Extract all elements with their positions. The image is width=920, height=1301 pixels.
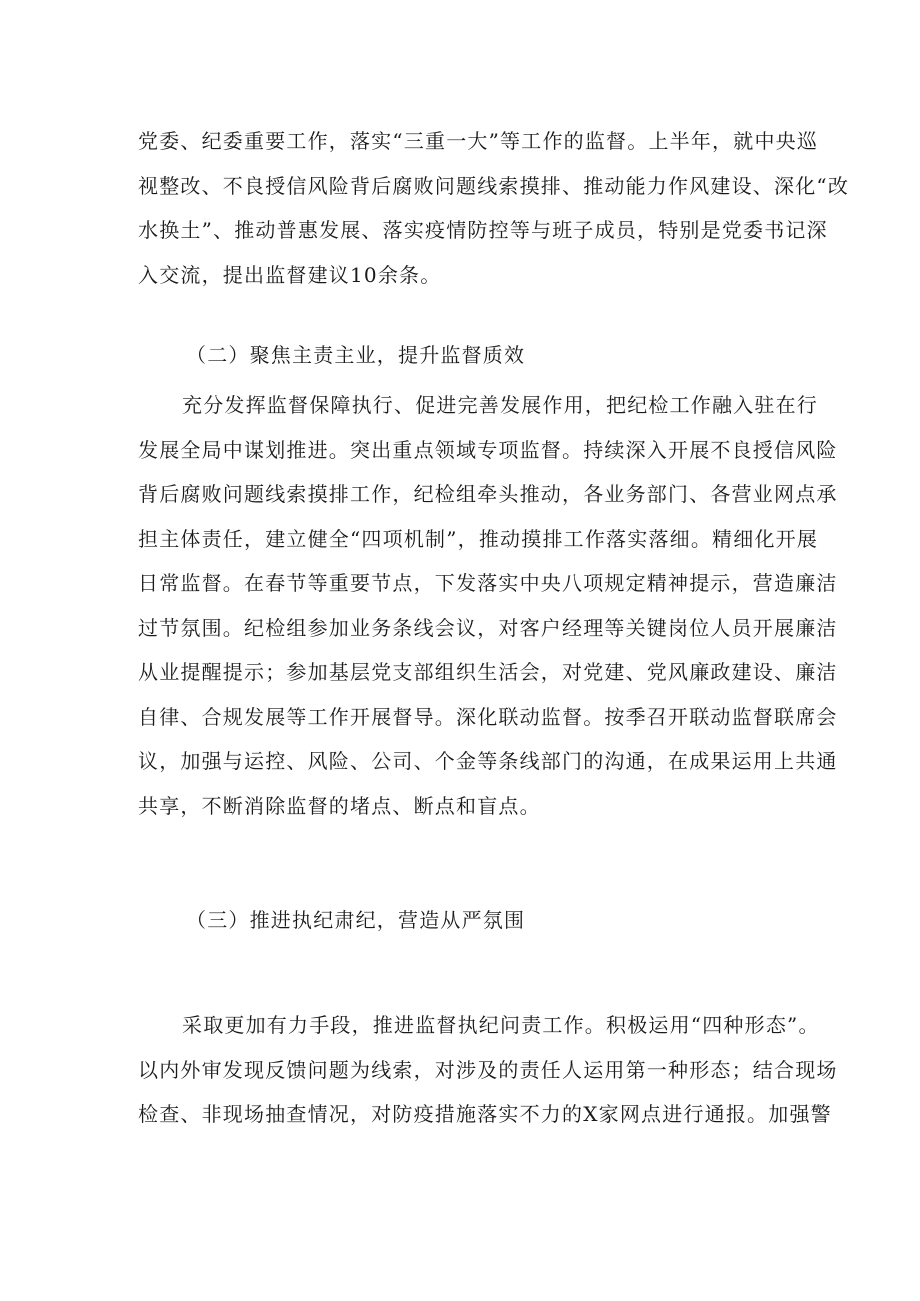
section-heading-3: （三）推进执纪肃纪，营造从严氛围 [186, 908, 526, 932]
paragraph-discipline-enforcement [138, 1003, 838, 1137]
text-line: 视整改、不良授信风险背后腐败问题线索摸排、推动能力作风建设、深化“改 [138, 173, 850, 198]
text-line: 日常监督。在春节等重要节点，下发落实中央八项规定精神提示，营造廉洁 [138, 571, 838, 595]
text-line: 检查、非现场抽查情况，对防疫措施落实不力的X家网点进行通报。加强警 [138, 1102, 832, 1126]
text-line: 发展全局中谋划推进。突出重点领域专项监督。持续深入开展不良授信风险 [138, 437, 838, 462]
text-line: 共享，不断消除监督的堵点、断点和盲点。 [138, 793, 541, 818]
text-line: 以内外审发现反馈问题为线索，对涉及的责任人运用第一种形态；结合现场 [138, 1057, 838, 1082]
paragraph-focus-responsibilities [138, 383, 838, 828]
text-line: 从业提醒提示；参加基层党支部组织生活会，对党建、党风廉政建设、廉洁 [138, 660, 838, 684]
text-line: 采取更加有力手段，推进监督执纪问责工作。积极运用“四种形态”。 [182, 1013, 820, 1037]
text-line: 议，加强与运控、风险、公司、个金等条线部门的沟通，在成果运用上共通 [138, 749, 838, 773]
text-line: 过节氛围。纪检组参加业务条线会议，对客户经理等关键岗位人员开展廉洁 [138, 615, 838, 640]
section-heading-2: （二）聚焦主责主业，提升监督质效 [186, 343, 526, 367]
text-line: 党委、纪委重要工作，落实“三重一大”等工作的监督。上半年，就中央巡 [138, 129, 819, 153]
text-line: 自律、合规发展等工作开展督导。深化联动监督。按季召开联动监督联席会 [138, 704, 838, 729]
text-line: 充分发挥监督保障执行、促进完善发展作用，把纪检工作融入驻在行 [182, 393, 818, 417]
text-line: 水换土”、推动普惠发展、落实疫情防控等与班子成员，特别是党委书记深 [138, 218, 828, 242]
text-line: 入交流，提出监督建议10余条。 [138, 262, 442, 287]
text-line: 担主体责任，建立健全“四项机制”，推动摸排工作落实落细。精细化开展 [138, 526, 819, 551]
text-line: 背后腐败问题线索摸排工作，纪检组牵头推动，各业务部门、各营业网点承 [138, 482, 838, 506]
paragraph-supervision-summary [138, 119, 850, 297]
